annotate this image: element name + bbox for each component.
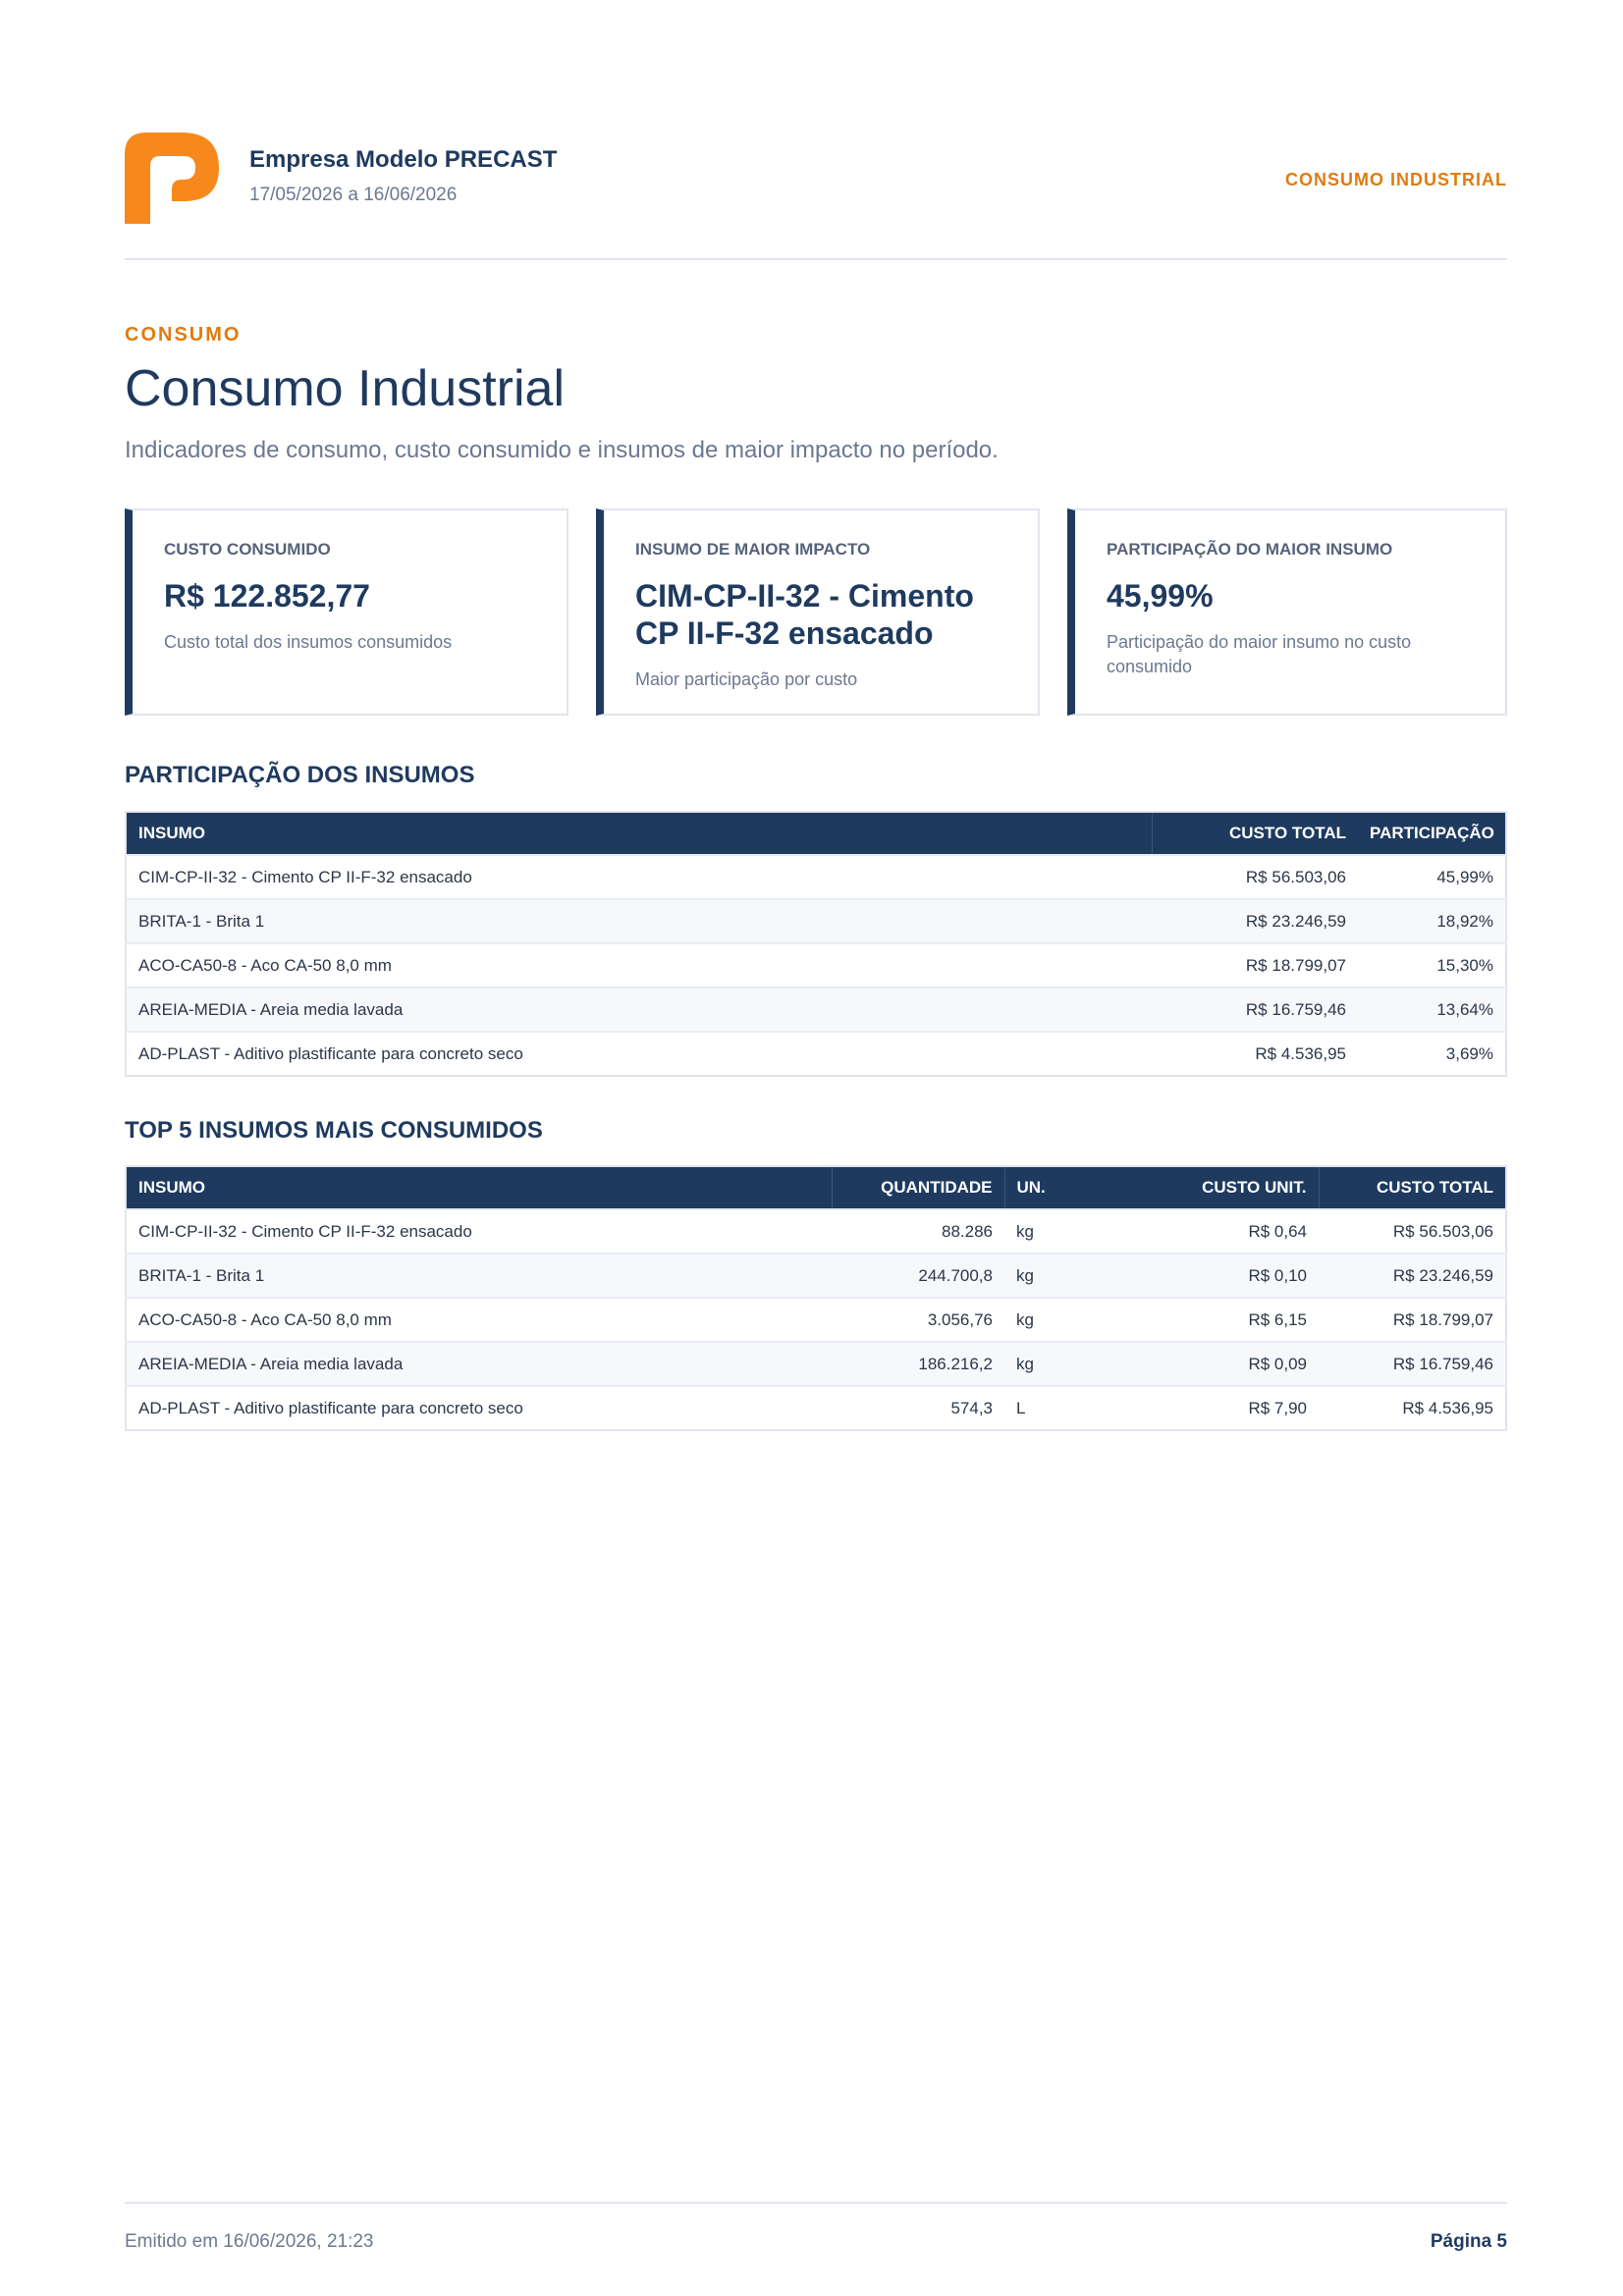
cell-custo-total: R$ 18.799,07 [1152, 943, 1358, 988]
cell-custo-unit: R$ 0,64 [1122, 1209, 1319, 1254]
table-row [126, 1298, 1506, 1342]
cell-custo-unit: R$ 0,10 [1122, 1254, 1319, 1298]
cell-custo-total: R$ 56.503,06 [1319, 1209, 1506, 1254]
cell-participacao: 13,64% [1358, 988, 1506, 1032]
footer-page-number: Página 5 [1430, 2231, 1507, 2252]
report-header [125, 133, 1507, 260]
section-title-top5: TOP 5 INSUMOS MAIS CONSUMIDOS [125, 1117, 543, 1144]
cell-custo-total: R$ 16.759,46 [1152, 988, 1358, 1032]
participacao-table [125, 811, 1507, 1077]
kpi-card-custo-consumido [125, 508, 568, 716]
cell-custo-total: R$ 18.799,07 [1319, 1298, 1506, 1342]
kpi-description: Maior participação por custo [635, 669, 858, 689]
table-header-row [126, 1166, 1506, 1209]
cell-custo-total: R$ 23.246,59 [1319, 1254, 1506, 1298]
footer-issued-date: Emitido em 16/06/2026, 21:23 [125, 2231, 374, 2252]
cell-unidade: kg [1004, 1254, 1122, 1298]
cell-quantidade: 574,3 [832, 1386, 1004, 1430]
cell-insumo: BRITA-1 - Brita 1 [126, 1254, 832, 1298]
section-title-participacao: PARTICIPAÇÃO DOS INSUMOS [125, 762, 475, 788]
cell-insumo: AREIA-MEDIA - Areia media lavada [126, 1342, 832, 1386]
section-eyebrow: CONSUMO [125, 324, 242, 346]
cell-unidade: kg [1004, 1342, 1122, 1386]
company-logo-icon [125, 133, 219, 224]
page-title: Consumo Industrial [125, 360, 565, 417]
column-header-custo-total: CUSTO TOTAL [1319, 1166, 1506, 1209]
cell-quantidade: 88.286 [832, 1209, 1004, 1254]
header-report-type: CONSUMO INDUSTRIAL [1285, 170, 1507, 189]
cell-unidade: kg [1004, 1209, 1122, 1254]
table-row [126, 1209, 1506, 1254]
column-header-custo-total: CUSTO TOTAL [1152, 812, 1358, 855]
column-header-insumo: INSUMO [126, 812, 1152, 855]
cell-insumo: AD-PLAST - Aditivo plastificante para concreto seco [126, 1386, 832, 1430]
cell-custo-unit: R$ 0,09 [1122, 1342, 1319, 1386]
table-header-row [126, 812, 1506, 855]
cell-participacao: 45,99% [1358, 855, 1506, 899]
column-header-unidade: UN. [1004, 1166, 1122, 1209]
page-subtitle: Indicadores de consumo, custo consumido e insumos de maior impacto no período. [125, 437, 999, 463]
cell-custo-unit: R$ 6,15 [1122, 1298, 1319, 1342]
cell-custo-unit: R$ 7,90 [1122, 1386, 1319, 1430]
table-row [126, 855, 1506, 899]
table-row [126, 943, 1506, 988]
kpi-card-insumo-maior-impacto [596, 508, 1040, 716]
kpi-card-participacao-maior-insumo [1067, 508, 1507, 716]
cell-custo-total: R$ 4.536,95 [1319, 1386, 1506, 1430]
kpi-value: R$ 122.852,77 [164, 578, 370, 614]
cell-participacao: 3,69% [1358, 1032, 1506, 1076]
column-header-quantidade: QUANTIDADE [832, 1166, 1004, 1209]
footer-divider [125, 2202, 1507, 2204]
cell-participacao: 18,92% [1358, 899, 1506, 943]
report-period: 17/05/2026 a 16/06/2026 [249, 185, 458, 205]
table-row [126, 1342, 1506, 1386]
table-row [126, 899, 1506, 943]
table-row [126, 1254, 1506, 1298]
cell-insumo: ACO-CA50-8 - Aco CA-50 8,0 mm [126, 1298, 832, 1342]
cell-insumo: BRITA-1 - Brita 1 [126, 899, 1152, 943]
cell-insumo: AD-PLAST - Aditivo plastificante para concreto seco [126, 1032, 1152, 1076]
cell-insumo: CIM-CP-II-32 - Cimento CP II-F-32 ensacado [126, 1209, 832, 1254]
cell-quantidade: 186.216,2 [832, 1342, 1004, 1386]
kpi-label: INSUMO DE MAIOR IMPACTO [635, 540, 871, 559]
table-row [126, 1386, 1506, 1430]
kpi-description: Custo total dos insumos consumidos [164, 632, 453, 652]
report-page [125, 0, 1507, 2296]
kpi-value: 45,99% [1107, 578, 1214, 614]
cell-unidade: kg [1004, 1298, 1122, 1342]
cell-custo-total: R$ 56.503,06 [1152, 855, 1358, 899]
column-header-participacao: PARTICIPAÇÃO [1358, 812, 1506, 855]
cell-insumo: ACO-CA50-8 - Aco CA-50 8,0 mm [126, 943, 1152, 988]
column-header-custo-unit: CUSTO UNIT. [1122, 1166, 1319, 1209]
cell-unidade: L [1004, 1386, 1122, 1430]
cell-participacao: 15,30% [1358, 943, 1506, 988]
kpi-label: PARTICIPAÇÃO DO MAIOR INSUMO [1107, 540, 1393, 559]
cell-custo-total: R$ 4.536,95 [1152, 1032, 1358, 1076]
cell-quantidade: 3.056,76 [832, 1298, 1004, 1342]
table-row [126, 1032, 1506, 1076]
top5-table [125, 1165, 1507, 1431]
company-name: Empresa Modelo PRECAST [249, 146, 558, 173]
cell-insumo: CIM-CP-II-32 - Cimento CP II-F-32 ensacado [126, 855, 1152, 899]
cell-quantidade: 244.700,8 [832, 1254, 1004, 1298]
column-header-insumo: INSUMO [126, 1166, 832, 1209]
table-row [126, 988, 1506, 1032]
kpi-value: CIM-CP-II-32 - Cimento CP II-F-32 ensacado [635, 578, 974, 651]
kpi-description: Participação do maior insumo no custo consumido [1107, 632, 1412, 676]
cell-insumo: AREIA-MEDIA - Areia media lavada [126, 988, 1152, 1032]
kpi-label: CUSTO CONSUMIDO [164, 540, 331, 559]
cell-custo-total: R$ 23.246,59 [1152, 899, 1358, 943]
cell-custo-total: R$ 16.759,46 [1319, 1342, 1506, 1386]
